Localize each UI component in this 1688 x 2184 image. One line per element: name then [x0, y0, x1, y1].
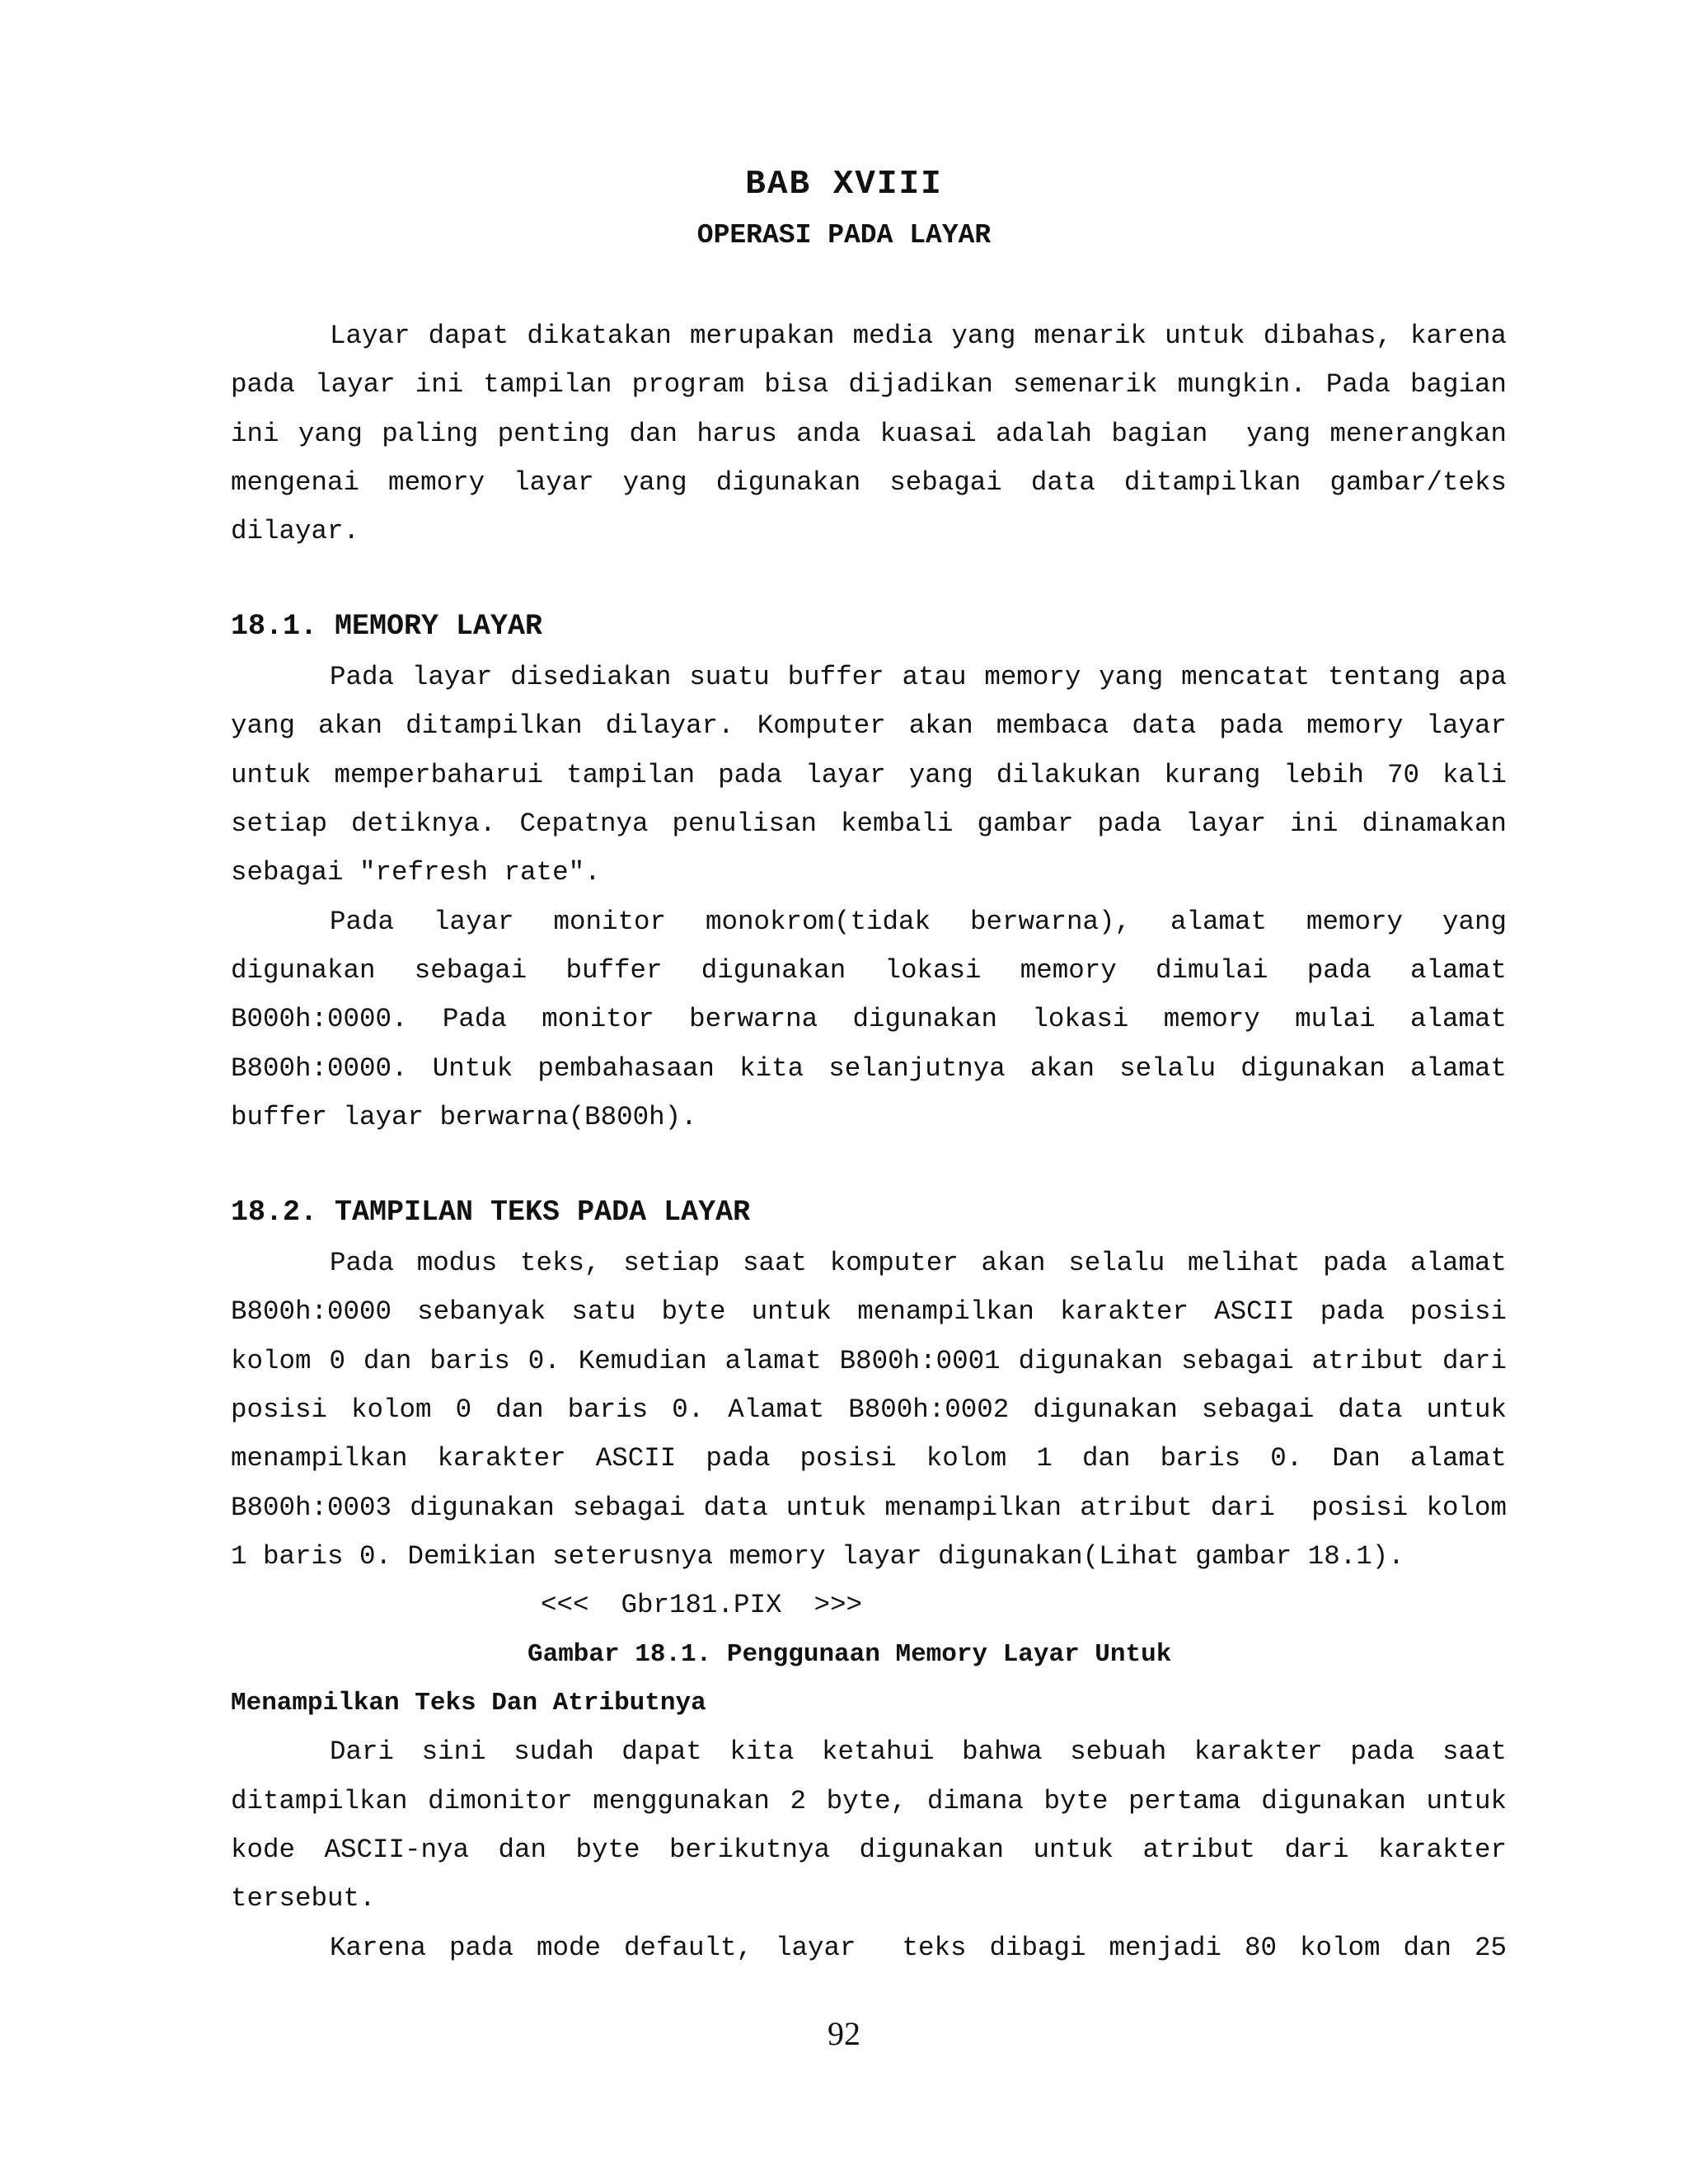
section1-para2-line: B800h:0000. Untuk pembahasaan kita selanjutnya akan selalu digunakan alamat — [231, 1053, 1507, 1084]
intro-line: ini yang paling penting dan harus anda kuasai adalah bagian yang menerangkan — [231, 419, 1507, 449]
section2-para1-line: posisi kolom 0 dan baris 0. Alamat B800h:0002 digunakan sebagai data untuk — [231, 1394, 1507, 1425]
section1-para1-line: Pada layar disediakan suatu buffer atau memory yang mencatat tentang apa — [330, 662, 1507, 692]
chapter-title: OPERASI PADA LAYAR — [696, 220, 992, 251]
section1-para1-line: setiap detiknya. Cepatnya penulisan kembali gambar pada layar ini dinamakan — [231, 808, 1507, 839]
section2-para2-line: kode ASCII-nya dan byte berikutnya digunakan untuk atribut dari karakter — [231, 1835, 1507, 1865]
section2-para1-line: Pada modus teks, setiap saat komputer akan selalu melihat pada alamat — [330, 1248, 1507, 1278]
figure-caption-continued: Menampilkan Teks Dan Atributnya — [231, 1689, 706, 1718]
section2-para2-line: ditampilkan dimonitor menggunakan 2 byte, dimana byte pertama digunakan untuk — [231, 1786, 1507, 1816]
section-heading-tampilan-teks: 18.2. TAMPILAN TEKS PADA LAYAR — [231, 1196, 751, 1229]
section2-para2-line: Dari sini sudah dapat kita ketahui bahwa sebuah karakter pada saat — [330, 1736, 1507, 1767]
section1-para1-line: untuk memperbaharui tampilan pada layar yang dilakukan kurang lebih 70 kali — [231, 760, 1507, 790]
intro-line: Layar dapat dikatakan merupakan media yang menarik untuk dibahas, karena — [330, 321, 1507, 351]
figure-placeholder: <<< Gbr181.PIX >>> — [541, 1590, 863, 1620]
section2-para1-line: kolom 0 dan baris 0. Kemudian alamat B800h:0001 digunakan sebagai atribut dari — [231, 1346, 1507, 1376]
section-heading-memory-layar: 18.1. MEMORY LAYAR — [231, 610, 543, 643]
section1-para2-line: Pada layar monitor monokrom(tidak berwarna), alamat memory yang — [330, 907, 1507, 937]
figure-caption: Gambar 18.1. Penggunaan Memory Layar Untuk — [528, 1640, 1172, 1669]
intro-line: dilayar. — [231, 516, 360, 546]
page-number: 92 — [828, 2015, 860, 2052]
chapter-number: BAB XVIII — [745, 166, 943, 204]
intro-line: mengenai memory layar yang digunakan sebagai data ditampilkan gambar/teks — [231, 467, 1507, 498]
section2-para1-line: B800h:0000 sebanyak satu byte untuk menampilkan karakter ASCII pada posisi — [231, 1296, 1507, 1327]
section2-para1-line: B800h:0003 digunakan sebagai data untuk menampilkan atribut dari posisi kolom — [231, 1493, 1507, 1523]
section1-para2-line: digunakan sebagai buffer digunakan lokasi memory dimulai pada alamat — [231, 955, 1507, 986]
section1-para2-line: buffer layar berwarna(B800h). — [231, 1102, 697, 1132]
section2-para3-line: Karena pada mode default, layar teks dibagi menjadi 80 kolom dan 25 — [330, 1933, 1507, 1963]
section2-para2-line: tersebut. — [231, 1883, 376, 1914]
section1-para2-line: B000h:0000. Pada monitor berwarna digunakan lokasi memory mulai alamat — [231, 1004, 1507, 1034]
section2-para1-line: menampilkan karakter ASCII pada posisi kolom 1 dan baris 0. Dan alamat — [231, 1443, 1507, 1474]
section1-para1-line: yang akan ditampilkan dilayar. Komputer akan membaca data pada memory layar — [231, 710, 1507, 741]
intro-line: pada layar ini tampilan program bisa dijadikan semenarik mungkin. Pada bagian — [231, 369, 1507, 400]
section2-para1-line: 1 baris 0. Demikian seterusnya memory layar digunakan(Lihat gambar 18.1). — [231, 1541, 1404, 1572]
section1-para1-line: sebagai "refresh rate". — [231, 857, 601, 888]
